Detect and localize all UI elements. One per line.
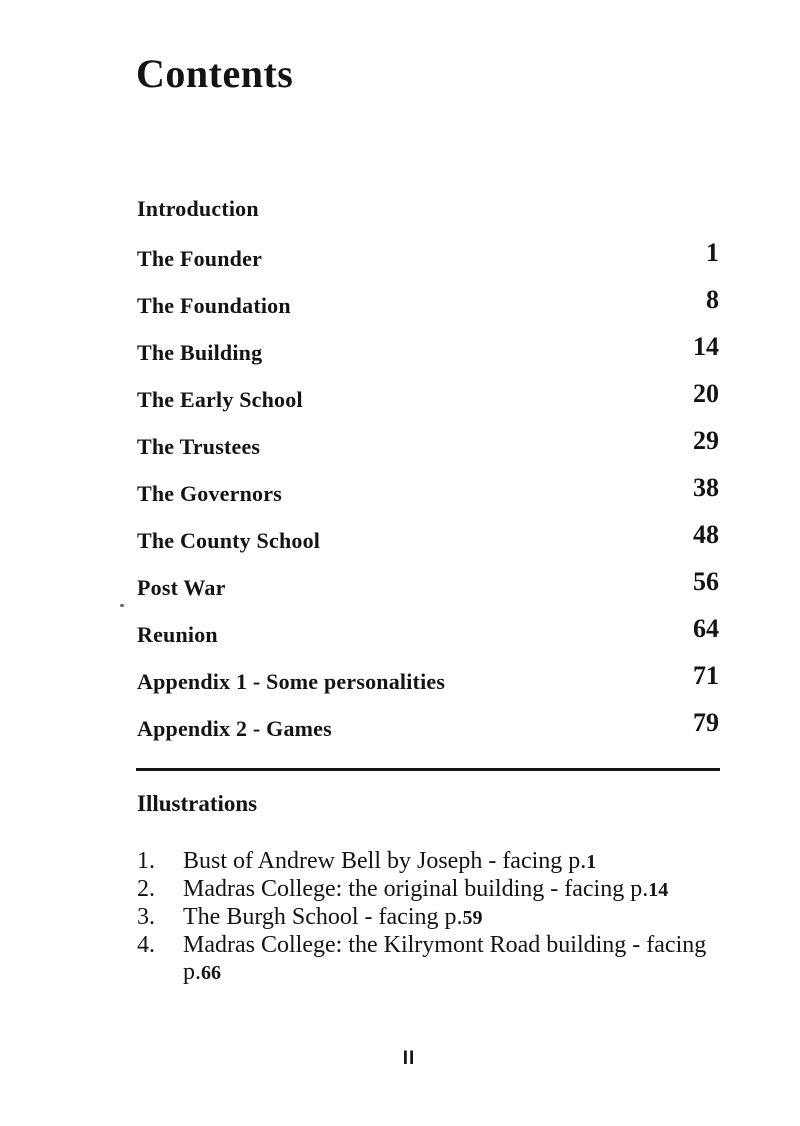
page-number: II <box>402 1048 416 1069</box>
illustration-caption-text: Bust of Andrew Bell by Joseph - facing p. <box>183 848 587 874</box>
toc-entry-page: 20 <box>693 379 719 408</box>
illustration-caption <box>183 876 729 904</box>
toc-entry <box>137 379 719 431</box>
toc-entry-page: 1 <box>706 238 719 267</box>
toc-entry <box>137 708 719 760</box>
illustration-item <box>137 876 729 904</box>
toc-entry-title: Appendix 2 - Games <box>137 716 332 741</box>
illustration-number: 4. <box>137 932 155 958</box>
illustration-item <box>137 848 729 876</box>
toc-entry <box>137 196 719 243</box>
toc-entry <box>137 567 719 619</box>
toc-entry-title: The Early School <box>137 387 303 412</box>
illustration-page-ref: 1 <box>586 851 597 873</box>
toc-entry-page: 64 <box>693 614 719 643</box>
toc-entry-title: The Governors <box>137 481 282 506</box>
toc-entry <box>137 426 719 478</box>
illustrations-section <box>137 791 729 987</box>
illustration-caption-text: Madras College: the original building - facing p. <box>183 876 649 902</box>
illustration-number: 1. <box>137 848 155 874</box>
toc-entry-title: The County School <box>137 528 321 553</box>
toc-entry <box>137 661 719 713</box>
illustration-number: 2. <box>137 876 155 902</box>
table-of-contents <box>137 196 719 760</box>
toc-entry-title: The Founder <box>137 246 263 271</box>
illustration-caption-text: The Burgh School - facing p. <box>183 904 463 930</box>
illustration-caption-text: Madras College: the Kilrymont Road building - facing <box>183 932 707 958</box>
illustration-item <box>137 932 729 987</box>
toc-entry-title: Post War <box>137 575 226 600</box>
illustration-number: 3. <box>137 904 155 930</box>
illustration-caption <box>183 848 729 876</box>
toc-entry <box>137 238 719 290</box>
illustration-caption <box>183 932 729 987</box>
toc-entry <box>137 520 719 572</box>
illustration-caption <box>183 904 729 932</box>
scan-artifact-dot <box>120 604 124 607</box>
toc-entry-page: 14 <box>693 332 719 361</box>
illustration-page-ref: 66 <box>201 962 221 984</box>
illustrations-heading: Illustrations <box>137 791 258 816</box>
toc-entry-title: Reunion <box>137 622 218 647</box>
toc-entry-page: 79 <box>693 708 719 737</box>
toc-entry-page: 29 <box>693 426 719 455</box>
illustration-page-prefix: p. <box>183 959 201 985</box>
toc-entry-title: Introduction <box>137 196 259 221</box>
illustration-page-ref: 59 <box>462 907 483 929</box>
toc-entry <box>137 285 719 337</box>
toc-entry <box>137 473 719 525</box>
illustration-item <box>137 904 729 932</box>
toc-entry-title: The Building <box>137 340 263 365</box>
toc-entry-title: The Trustees <box>137 434 261 459</box>
toc-entry-page: 8 <box>706 285 719 314</box>
toc-entry-page: 48 <box>693 520 719 549</box>
toc-entry <box>137 614 719 666</box>
page-title: Contents <box>136 51 294 96</box>
toc-entry-page: 38 <box>693 473 719 502</box>
toc-entry-title: The Foundation <box>137 293 291 318</box>
toc-entry-page: 71 <box>693 661 719 690</box>
section-divider <box>136 768 720 771</box>
toc-entry <box>137 332 719 384</box>
toc-entry-page: 56 <box>693 567 719 596</box>
toc-entry-title: Appendix 1 - Some personalities <box>137 669 446 694</box>
illustration-page-ref: 14 <box>648 879 669 901</box>
